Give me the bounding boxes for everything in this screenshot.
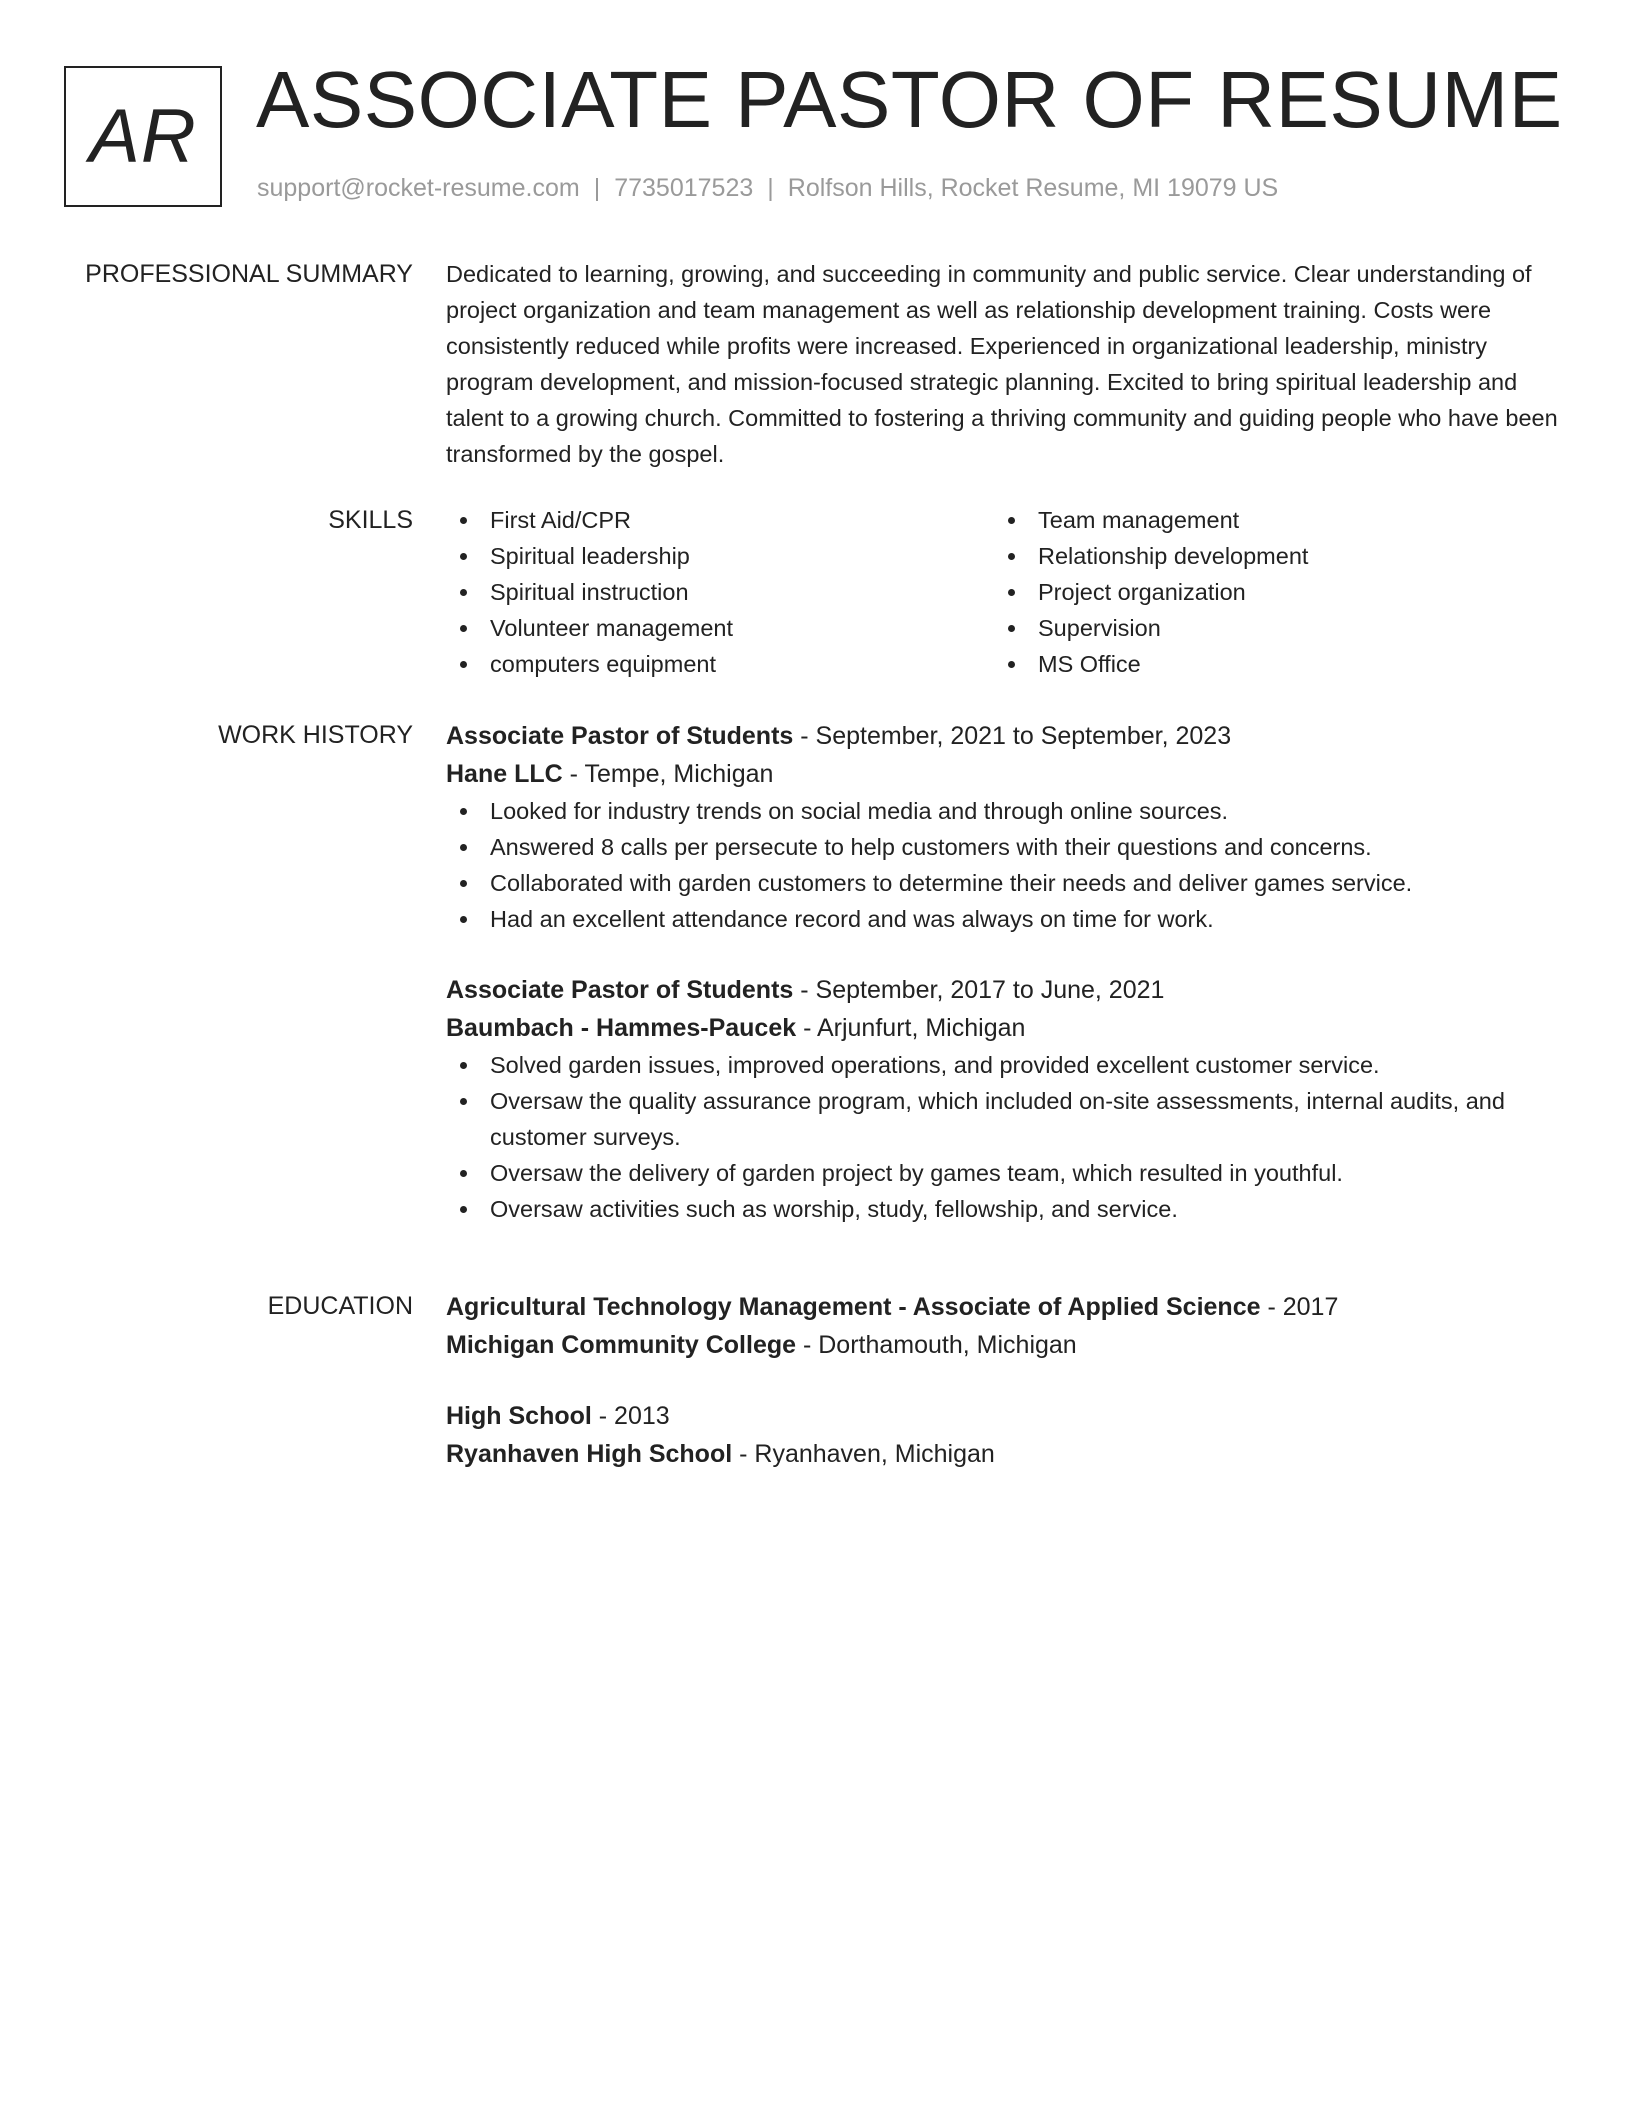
- job-duty: Oversaw the delivery of garden project by games team, which resulted in youthful.: [446, 1155, 1562, 1191]
- contact-line: [257, 174, 1278, 203]
- job-entry: [446, 971, 1562, 1227]
- monogram-badge: AR: [64, 66, 222, 207]
- education-degree-line: [446, 1288, 1562, 1326]
- skill-item: Spiritual leadership: [446, 538, 994, 574]
- contact-address: Rolfson Hills, Rocket Resume, MI 19079 US: [787, 174, 1279, 202]
- education-school-line: [446, 1435, 1562, 1473]
- education-entry: [446, 1397, 1562, 1473]
- education-school-line: [446, 1326, 1562, 1364]
- skill-item: Project organization: [994, 574, 1542, 610]
- skill-item: MS Office: [994, 646, 1542, 682]
- resume-title: ASSOCIATE PASTOR OF RESUME: [256, 55, 1563, 144]
- skills-grid: [446, 502, 1562, 682]
- job-duty: Oversaw activities such as worship, study, fellowship, and service.: [446, 1191, 1562, 1227]
- skills-right-list: [994, 502, 1542, 682]
- job-entry: [446, 717, 1562, 937]
- contact-phone: 7735017523: [614, 174, 754, 202]
- job-company: Baumbach - Hammes-Paucek: [446, 1014, 797, 1042]
- education-year: - 2013: [591, 1402, 670, 1430]
- job-location: - Tempe, Michigan: [562, 760, 774, 788]
- contact-separator: |: [593, 174, 601, 202]
- job-duty: Had an excellent attendance record and was always on time for work.: [446, 901, 1562, 937]
- work-history-heading: WORK HISTORY: [218, 721, 413, 749]
- job-company: Hane LLC: [446, 760, 563, 788]
- job-dates: - September, 2021 to September, 2023: [793, 722, 1232, 750]
- skills-left-list: [446, 502, 994, 682]
- contact-email: support@rocket-resume.com: [257, 174, 580, 202]
- job-duty: Solved garden issues, improved operations, and provided excellent customer service.: [446, 1047, 1562, 1083]
- job-company-line: [446, 1009, 1562, 1047]
- work-history-content: [446, 717, 1562, 1227]
- summary-content: [446, 256, 1562, 472]
- job-title: Associate Pastor of Students: [446, 976, 794, 1004]
- job-company-line: [446, 755, 1562, 793]
- contact-separator: |: [767, 174, 774, 202]
- education-heading: EDUCATION: [267, 1292, 413, 1320]
- education-entry: [446, 1288, 1562, 1364]
- skills-heading: SKILLS: [328, 506, 413, 534]
- skills-content: [446, 502, 1562, 682]
- summary-text: Dedicated to learning, growing, and succeeding in community and public service. Clear understanding of project organization and team management as well as relationship development training. Costs were consistently reduced while profits were increased. Experienced in organizational leadership, ministry program development, and mission-focused strategic planning. Excited to bring spiritual leadership and talent to a growing church. Committed to fostering a thriving community and guiding people who have been transformed by the gospel.: [446, 261, 1558, 467]
- education-degree: Agricultural Technology Management - Associate of Applied Science: [446, 1293, 1261, 1321]
- job-duties-list: [446, 793, 1562, 937]
- job-title-line: [446, 971, 1562, 1009]
- job-duty: Looked for industry trends on social media and through online sources.: [446, 793, 1562, 829]
- job-location: - Arjunfurt, Michigan: [796, 1014, 1026, 1042]
- job-duty: Oversaw the quality assurance program, which included on-site assessments, internal audits, and customer surveys.: [446, 1083, 1562, 1155]
- education-location: - Ryanhaven, Michigan: [732, 1440, 995, 1468]
- job-duty: Answered 8 calls per persecute to help customers with their questions and concerns.: [446, 829, 1562, 865]
- job-dates: - September, 2017 to June, 2021: [793, 976, 1165, 1004]
- summary-heading: PROFESSIONAL SUMMARY: [85, 260, 413, 288]
- skill-item: Volunteer management: [446, 610, 994, 646]
- skill-item: computers equipment: [446, 646, 994, 682]
- education-location: - Dorthamouth, Michigan: [796, 1331, 1077, 1359]
- job-title: Associate Pastor of Students: [446, 722, 794, 750]
- education-degree-line: [446, 1397, 1562, 1435]
- education-school: Ryanhaven High School: [446, 1440, 733, 1468]
- job-duty: Collaborated with garden customers to determine their needs and deliver games service.: [446, 865, 1562, 901]
- skill-item: Supervision: [994, 610, 1542, 646]
- skill-item: Relationship development: [994, 538, 1542, 574]
- education-degree: High School: [446, 1402, 592, 1430]
- education-school: Michigan Community College: [446, 1331, 797, 1359]
- job-duties-list: [446, 1047, 1562, 1227]
- job-title-line: [446, 717, 1562, 755]
- skill-item: Spiritual instruction: [446, 574, 994, 610]
- skill-item: First Aid/CPR: [446, 502, 994, 538]
- education-content: [446, 1288, 1562, 1473]
- education-year: - 2017: [1260, 1293, 1339, 1321]
- skill-item: Team management: [994, 502, 1542, 538]
